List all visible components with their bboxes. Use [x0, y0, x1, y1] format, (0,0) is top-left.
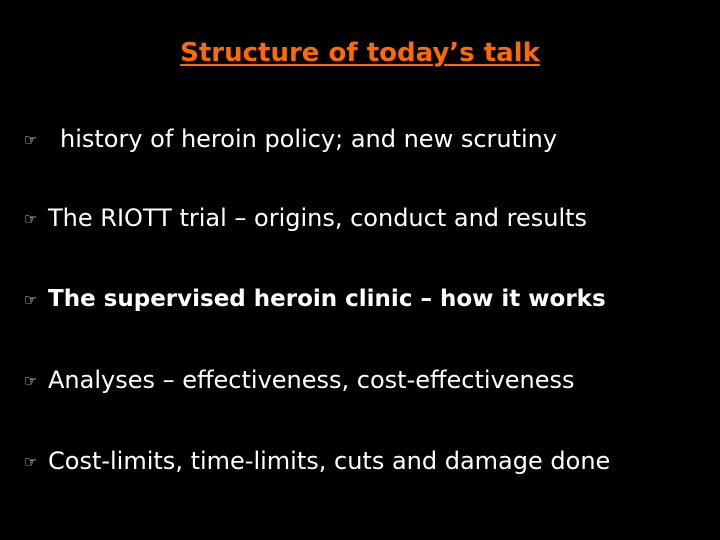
bullet-text: Analyses – effectiveness, cost-effectiveness — [48, 366, 575, 394]
pointing-hand-icon: ☞ — [24, 452, 38, 471]
bullet-text: Cost-limits, time-limits, cuts and damage done — [48, 447, 611, 475]
pointing-hand-icon: ☞ — [24, 290, 38, 309]
pointing-hand-icon: ☞ — [24, 130, 38, 149]
bullet-item-riott-trial — [24, 200, 587, 236]
bullet-item-cost-limits — [24, 443, 610, 479]
bullet-text: The RIOTT trial – origins, conduct and results — [48, 204, 588, 232]
bullet-item-history — [24, 121, 557, 157]
bullet-text: The supervised heroin clinic – how it works — [48, 286, 606, 312]
bullet-text: history of heroin policy; and new scrutiny — [60, 125, 558, 153]
pointing-hand-icon: ☞ — [24, 371, 38, 390]
bullet-item-analyses — [24, 362, 575, 398]
bullet-item-supervised-clinic — [24, 281, 606, 317]
pointing-hand-icon: ☞ — [24, 209, 38, 228]
slide-title: Structure of today’s talk — [180, 38, 540, 68]
